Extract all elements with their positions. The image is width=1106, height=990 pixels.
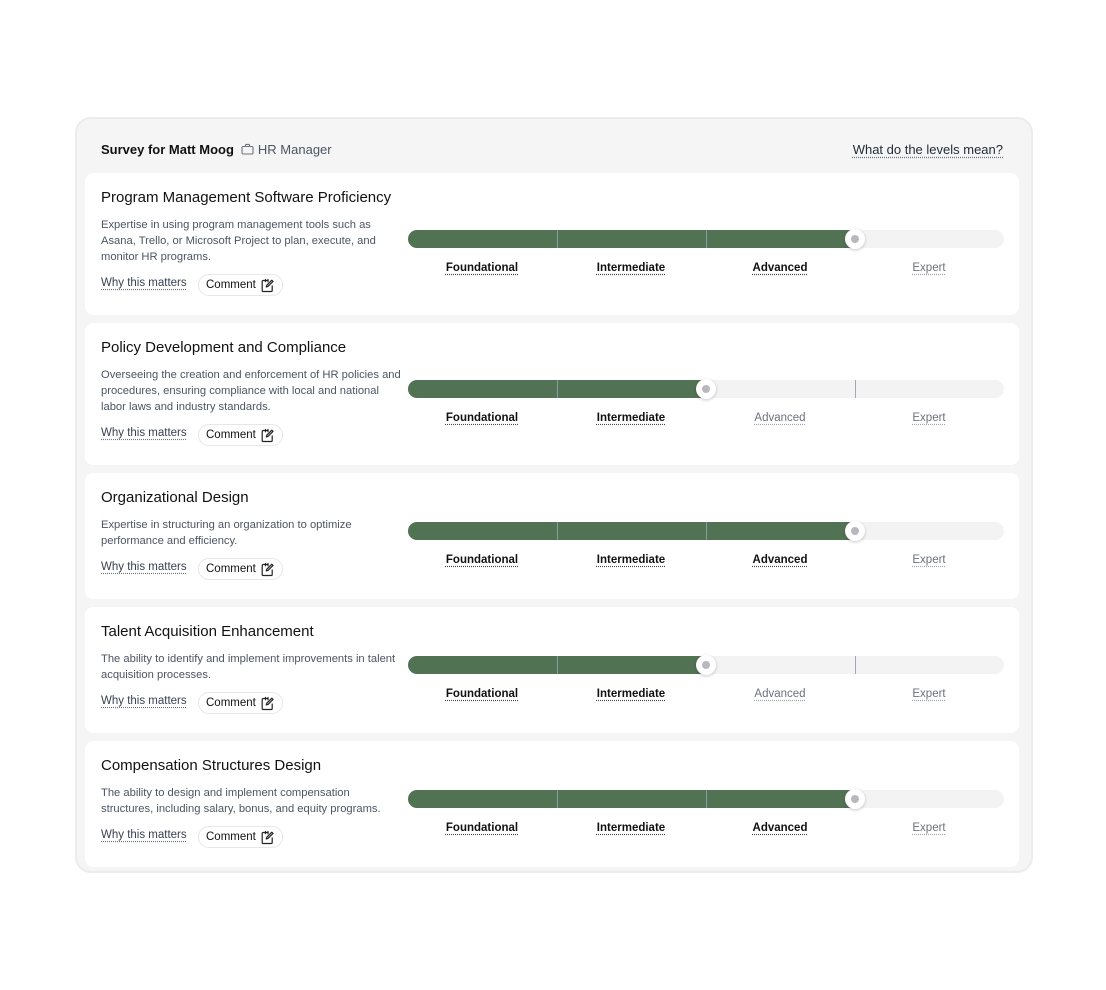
segment-divider xyxy=(557,230,558,248)
level-label-text: Foundational xyxy=(445,412,519,424)
segment-divider xyxy=(557,522,558,540)
segment-divider xyxy=(855,656,856,674)
why-this-matters-link[interactable]: Why this matters xyxy=(101,695,187,707)
why-this-matters-link[interactable]: Why this matters xyxy=(101,561,187,573)
proficiency-slider[interactable] xyxy=(408,656,1004,674)
survey-title: Survey for Matt Moog xyxy=(101,141,234,157)
proficiency-slider[interactable] xyxy=(408,380,1004,398)
segment-divider xyxy=(557,656,558,674)
comment-button[interactable] xyxy=(198,558,283,580)
level-label-expert[interactable] xyxy=(855,822,1004,834)
edit-note-icon xyxy=(260,830,275,845)
edit-note-icon xyxy=(260,562,275,577)
level-label-text: Intermediate xyxy=(596,554,666,566)
level-label-text: Expert xyxy=(912,822,946,834)
comment-button[interactable] xyxy=(198,826,283,848)
comment-button-label: Comment xyxy=(206,831,256,843)
level-label-text: Intermediate xyxy=(596,822,666,834)
comment-button[interactable] xyxy=(198,424,283,446)
level-label-text: Advanced xyxy=(754,688,806,700)
skill-description: The ability to design and implement compensation structures, including salary, bonus, and equity programs. xyxy=(101,787,381,815)
skill-description: Expertise in structuring an organization to optimize performance and efficiency. xyxy=(101,519,352,547)
comment-button-label: Comment xyxy=(206,429,256,441)
levels-help-link[interactable]: What do the levels mean? xyxy=(852,141,1003,157)
level-label-expert[interactable] xyxy=(855,688,1004,700)
slider-handle[interactable] xyxy=(845,789,865,809)
proficiency-slider[interactable] xyxy=(408,790,1004,808)
level-label-text: Advanced xyxy=(754,412,806,424)
comment-button[interactable] xyxy=(198,274,283,296)
proficiency-slider[interactable] xyxy=(408,522,1004,540)
level-label-expert[interactable] xyxy=(855,412,1004,424)
comment-button-label: Comment xyxy=(206,279,256,291)
proficiency-slider[interactable] xyxy=(408,230,1004,248)
segment-divider xyxy=(855,380,856,398)
skill-card xyxy=(85,173,1019,315)
level-label-intermediate[interactable] xyxy=(557,554,706,566)
level-label-text: Foundational xyxy=(445,262,519,274)
skill-title: Program Management Software Proficiency xyxy=(101,189,392,206)
level-label-text: Expert xyxy=(912,688,946,700)
edit-note-icon xyxy=(260,278,275,293)
slider-fill xyxy=(408,230,855,248)
edit-note-icon xyxy=(260,696,275,711)
level-label-text: Foundational xyxy=(445,688,519,700)
skill-card xyxy=(85,607,1019,733)
panel-header xyxy=(101,139,1003,159)
level-label-foundational[interactable] xyxy=(408,688,557,700)
level-label-text: Advanced xyxy=(752,554,808,566)
level-label-text: Advanced xyxy=(752,822,808,834)
level-label-text: Intermediate xyxy=(596,412,666,424)
slider-fill xyxy=(408,790,855,808)
role-badge xyxy=(241,142,332,157)
skill-card xyxy=(85,473,1019,599)
level-label-intermediate[interactable] xyxy=(557,688,706,700)
level-label-text: Advanced xyxy=(752,262,808,274)
level-label-text: Intermediate xyxy=(596,262,666,274)
segment-divider xyxy=(706,790,707,808)
slider-handle[interactable] xyxy=(845,229,865,249)
slider-handle[interactable] xyxy=(845,521,865,541)
level-label-text: Expert xyxy=(912,412,946,424)
level-label-foundational[interactable] xyxy=(408,554,557,566)
level-label-expert[interactable] xyxy=(855,554,1004,566)
comment-button-label: Comment xyxy=(206,563,256,575)
edit-note-icon xyxy=(260,428,275,443)
segment-divider xyxy=(706,230,707,248)
level-label-advanced[interactable] xyxy=(706,822,855,834)
level-label-advanced[interactable] xyxy=(706,262,855,274)
skill-description: The ability to identify and implement improvements in talent acquisition processes. xyxy=(101,653,396,681)
why-this-matters-link[interactable]: Why this matters xyxy=(101,277,187,289)
segment-divider xyxy=(706,522,707,540)
header-left xyxy=(101,142,332,157)
level-label-text: Expert xyxy=(912,554,946,566)
skill-title: Policy Development and Compliance xyxy=(101,339,347,356)
skill-description: Overseeing the creation and enforcement of HR policies and procedures, ensuring compliance with local and national labor laws and industry standards. xyxy=(101,369,401,413)
level-label-foundational[interactable] xyxy=(408,262,557,274)
slider-handle[interactable] xyxy=(696,655,716,675)
survey-panel xyxy=(75,117,1033,873)
level-label-intermediate[interactable] xyxy=(557,822,706,834)
level-label-text: Foundational xyxy=(445,822,519,834)
skill-title: Talent Acquisition Enhancement xyxy=(101,623,314,640)
level-label-text: Intermediate xyxy=(596,688,666,700)
level-label-foundational[interactable] xyxy=(408,412,557,424)
slider-handle[interactable] xyxy=(696,379,716,399)
level-label-advanced[interactable] xyxy=(706,688,855,700)
skill-card xyxy=(85,323,1019,465)
segment-divider xyxy=(557,380,558,398)
level-label-text: Foundational xyxy=(445,554,519,566)
briefcase-icon xyxy=(241,143,254,155)
skill-card xyxy=(85,741,1019,867)
level-label-advanced[interactable] xyxy=(706,554,855,566)
comment-button[interactable] xyxy=(198,692,283,714)
why-this-matters-link[interactable]: Why this matters xyxy=(101,427,187,439)
level-label-text: Expert xyxy=(912,262,946,274)
level-label-foundational[interactable] xyxy=(408,822,557,834)
level-label-advanced[interactable] xyxy=(706,412,855,424)
level-label-intermediate[interactable] xyxy=(557,412,706,424)
role-label: HR Manager xyxy=(257,141,332,157)
skill-title: Organizational Design xyxy=(101,489,249,506)
level-label-expert[interactable] xyxy=(855,262,1004,274)
why-this-matters-link[interactable]: Why this matters xyxy=(101,829,187,841)
skill-title: Compensation Structures Design xyxy=(101,757,322,774)
segment-divider xyxy=(557,790,558,808)
skill-description: Expertise in using program management tools such as Asana, Trello, or Microsoft Project to plan, execute, and monitor HR programs. xyxy=(101,219,376,263)
comment-button-label: Comment xyxy=(206,697,256,709)
level-label-intermediate[interactable] xyxy=(557,262,706,274)
slider-fill xyxy=(408,522,855,540)
